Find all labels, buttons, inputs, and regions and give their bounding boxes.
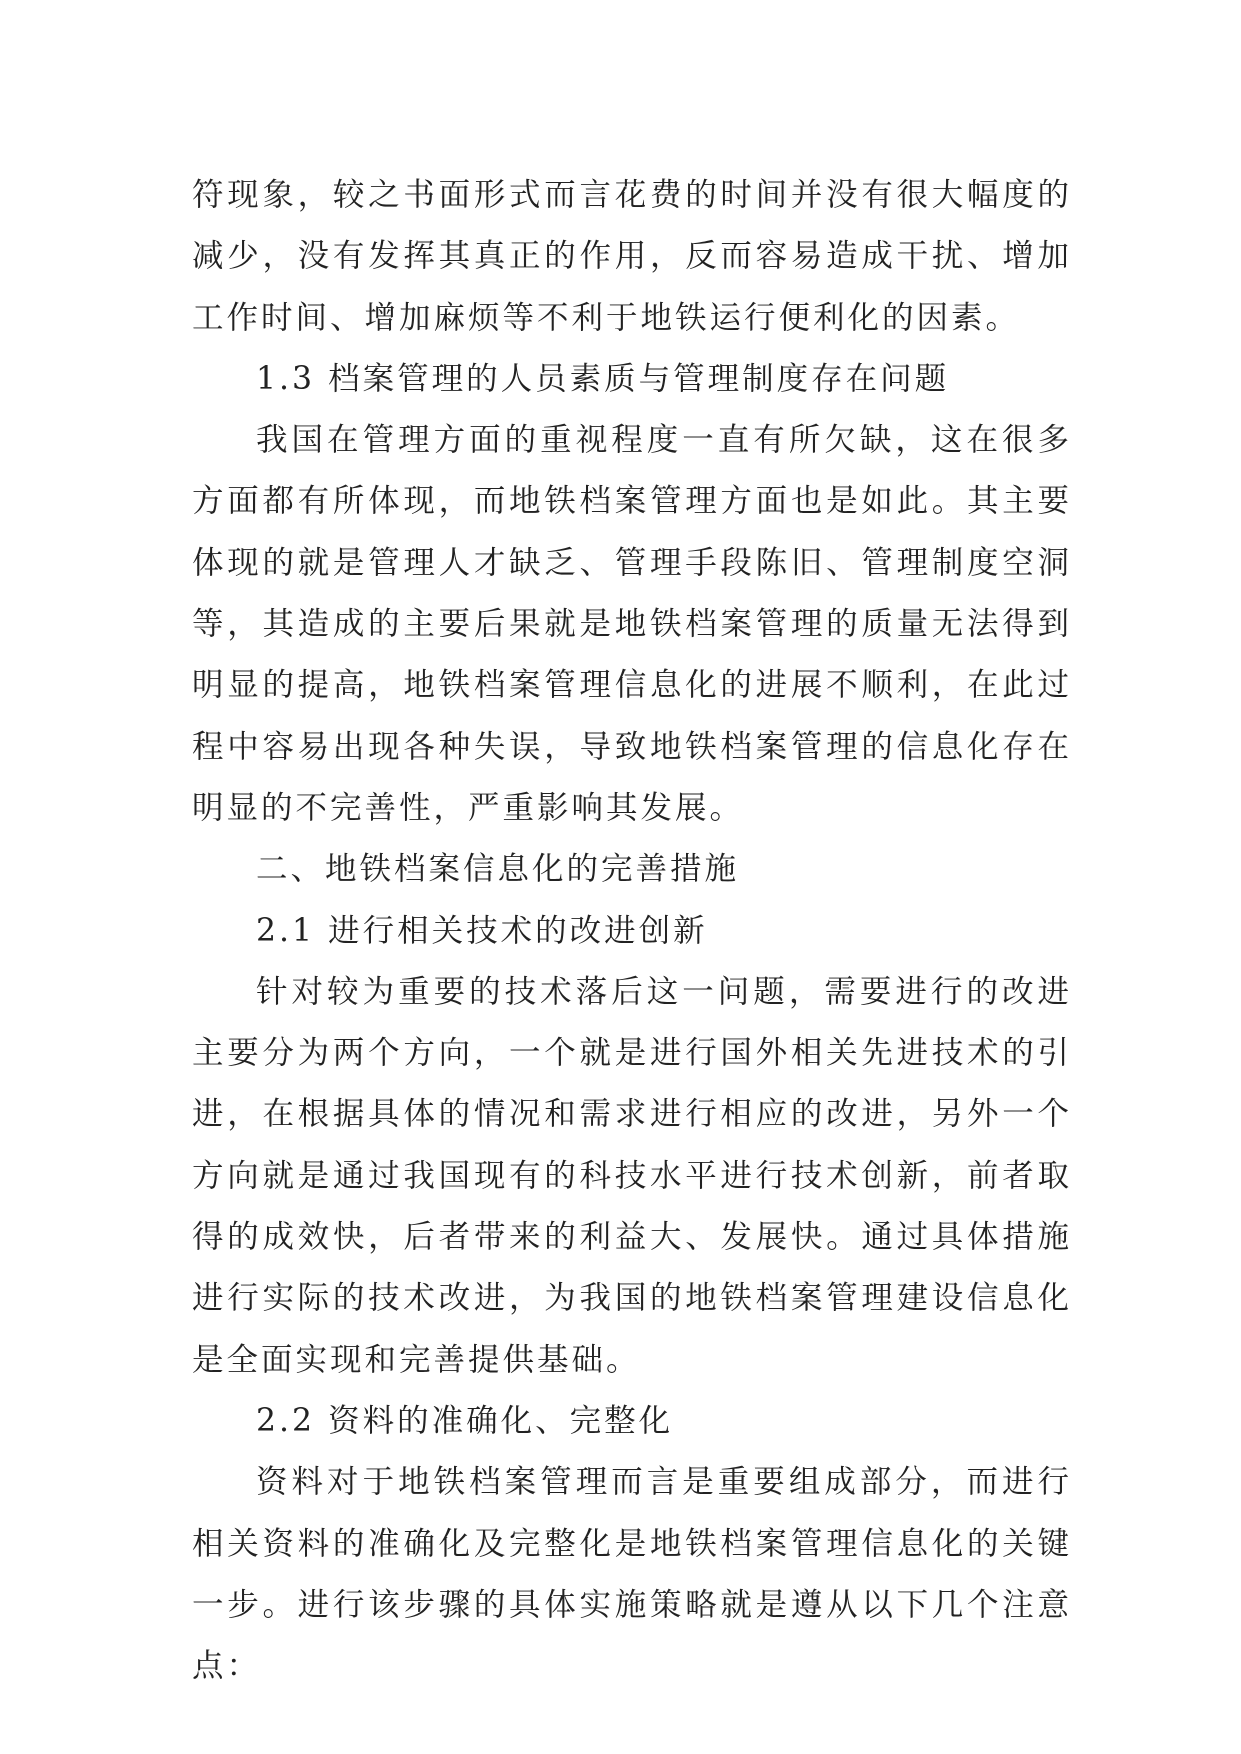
chapter-heading-2: 二、地铁档案信息化的完善措施 [256, 851, 740, 888]
section-heading-2-1: 2.1 进行相关技术的改进创新 [256, 912, 708, 949]
paragraph-continuation: 符现象，较之书面形式而言花费的时间并没有很大幅度的减少，没有发挥其真正的作用，反而容易造成干扰、增加工作时间、增加麻烦等不利于地铁运行便利化的因素。 [192, 177, 1072, 336]
paragraph-data-accuracy: 资料对于地铁档案管理而言是重要组成部分，而进行相关资料的准确化及完整化是地铁档案管理信息化的关键一步。进行该步骤的具体实施策略就是遵从以下几个注意点： [192, 1464, 1072, 1685]
paragraph-management-issues: 我国在管理方面的重视程度一直有所欠缺，这在很多方面都有所体现，而地铁档案管理方面也是如此。其主要体现的就是管理人才缺乏、管理手段陈旧、管理制度空洞等，其造成的主要后果就是地铁档案管理的质量无法得到明显的提高，地铁档案管理信息化的进展不顺利，在此过程中容易出现各种失误，导致地铁档案管理的信息化存在明显的不完善性，严重影响其发展。 [192, 422, 1072, 826]
document-body [192, 165, 1072, 1697]
section-heading-2-2: 2.2 资料的准确化、完整化 [256, 1402, 674, 1439]
section-heading-1-3: 1.3 档案管理的人员素质与管理制度存在问题 [256, 360, 950, 397]
paragraph-tech-improvement: 针对较为重要的技术落后这一问题，需要进行的改进主要分为两个方向，一个就是进行国外相关先进技术的引进，在根据具体的情况和需求进行相应的改进，另外一个方向就是通过我国现有的科技水平进行技术创新，前者取得的成效快，后者带来的利益大、发展快。通过具体措施进行实际的技术改进，为我国的地铁档案管理建设信息化是全面实现和完善提供基础。 [192, 973, 1072, 1378]
